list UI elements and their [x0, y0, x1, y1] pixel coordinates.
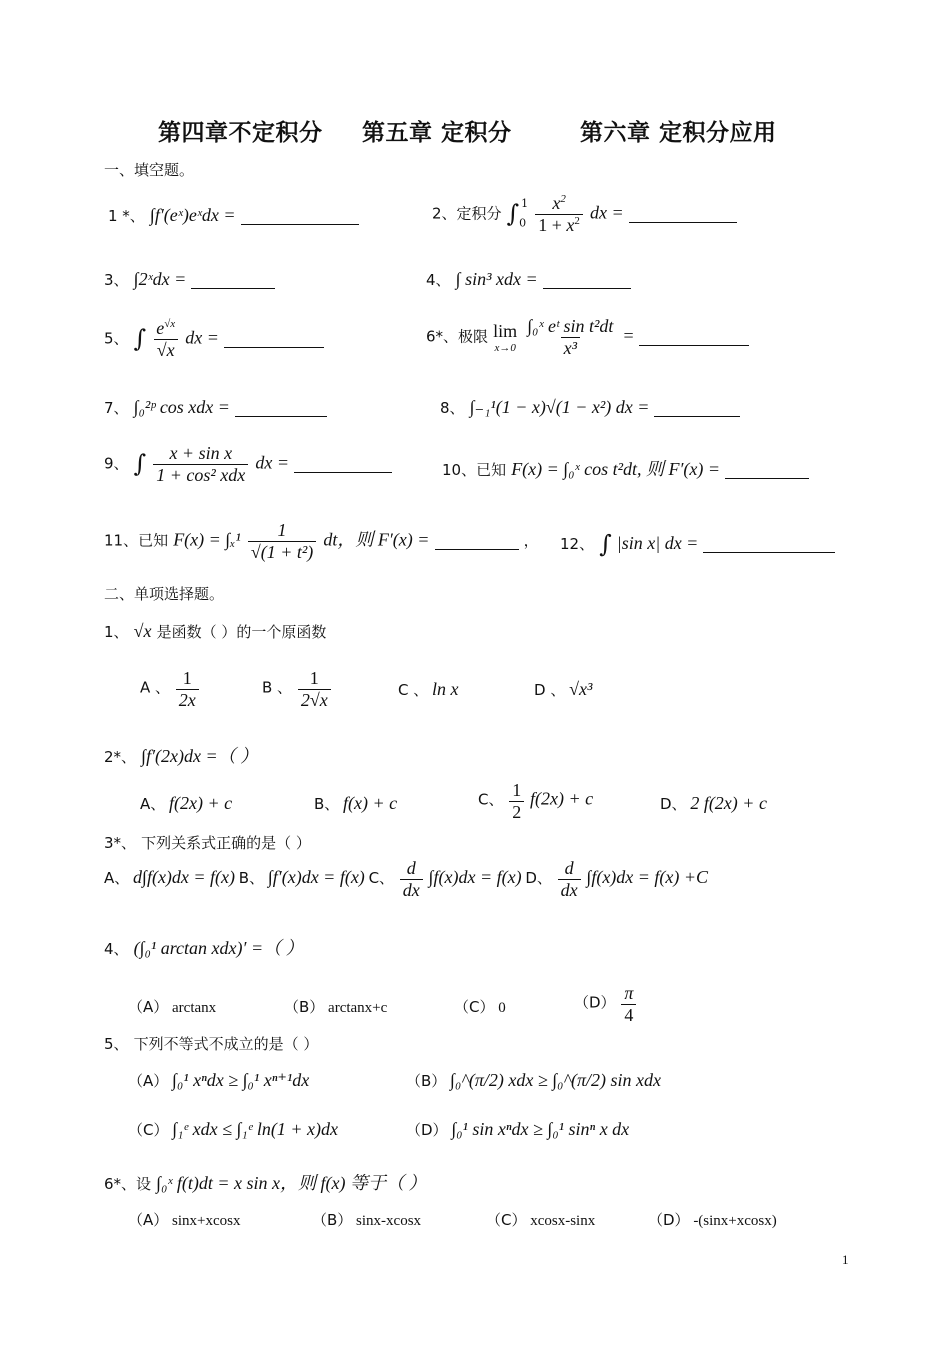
title-chapter-4: 第四章不定积分: [158, 120, 323, 146]
fraction-numerator: d: [564, 858, 574, 878]
fill-q1-answer-blank: [241, 206, 359, 225]
mc-q5-stem: [104, 1033, 318, 1054]
fill-q6-answer-blank: [639, 327, 749, 346]
mc-q6-option-c: [486, 1209, 595, 1230]
fill-q2-answer-blank: [629, 204, 737, 223]
fill-q1: [108, 205, 359, 226]
fraction-numerator: d: [406, 858, 416, 878]
section-1-heading: 一、填空题。: [104, 161, 195, 179]
option-value: f(2x) + c: [169, 793, 233, 813]
mc-q1-stem-expr: √x: [133, 621, 152, 641]
mc-q3-label: 3*、: [104, 834, 137, 852]
fill-q4-answer-blank: [543, 270, 631, 289]
fraction-denominator: x³: [561, 337, 580, 359]
option-value: √x³: [569, 679, 593, 699]
option-key: D、: [525, 868, 552, 887]
fraction-denominator: 4: [621, 1004, 636, 1026]
mc-q2-option-c: [478, 780, 593, 822]
title-chapter-6: 第六章 定积分应用: [580, 120, 777, 146]
option-fraction: [400, 858, 423, 900]
fill-q2: [432, 193, 737, 235]
fill-q11-answer-blank: [435, 531, 519, 550]
mc-q6-option-b: [312, 1209, 421, 1230]
mc-q3-option-a: [104, 866, 239, 887]
mc-q1-stem-text: 是函数（ ）的一个原函数: [156, 623, 327, 641]
option-value: f(2x) + c: [529, 788, 594, 809]
fraction-numerator: $x^2$: [552, 193, 566, 213]
option-key: C、: [478, 790, 504, 809]
option-key: B 、: [262, 678, 293, 697]
fill-q9-answer-blank: [294, 454, 392, 473]
option-value: ∫₀^(π/2) xdx ≥ ∫₀^(π/2) sin xdx: [450, 1070, 661, 1090]
fill-q4: [426, 269, 631, 290]
fill-q9-label: 9、: [104, 454, 129, 473]
option-value: ∫f′(x)dx = f(x): [267, 866, 365, 887]
fraction-denominator: 2√x: [298, 689, 331, 711]
fraction-denominator: 1 + cos² xdx: [153, 464, 248, 486]
limit-subscript: x→0: [494, 341, 516, 354]
fraction-denominator: $1 + x^2$: [535, 214, 583, 236]
fill-q11-fraction: [248, 520, 316, 562]
option-key: （B）: [284, 998, 325, 1016]
fraction-numerator: x + sin x: [169, 443, 233, 463]
mc-q3-option-d: [525, 858, 709, 900]
page-number: 1: [842, 1252, 849, 1267]
section-2-heading: 二、单项选择题。: [104, 585, 225, 603]
option-key: B、: [314, 795, 340, 813]
option-key: （D）: [574, 993, 616, 1012]
fill-q8-expr: ∫₋₁¹(1 − x)√(1 − x²) dx =: [469, 397, 650, 417]
mc-q1-option-d: [534, 679, 592, 700]
fraction-denominator: 2: [509, 801, 524, 823]
fill-q12-expr: |sin x| dx =: [616, 533, 699, 553]
option-key: D、: [660, 795, 687, 813]
fill-q2-label: 2、定积分: [432, 204, 502, 223]
fill-q6-fraction: [524, 316, 616, 358]
mc-q1-label: 1、: [104, 623, 129, 641]
fill-q7-answer-blank: [235, 398, 327, 417]
fill-q7-expr: ∫₀²ᵖ cos xdx =: [133, 397, 230, 417]
option-key: A 、: [140, 678, 171, 697]
mc-q3-stem-text: 下列关系式正确的是（ ）: [141, 834, 311, 852]
fill-q9-fraction: [153, 443, 248, 485]
integral-sign: ∫: [506, 199, 520, 228]
fill-q12: [560, 530, 835, 558]
option-fraction: [558, 858, 581, 900]
fraction-denominator: dx: [558, 879, 581, 901]
fill-q5: [104, 318, 324, 360]
integral-sign: ∫: [133, 324, 147, 353]
mc-q2-option-d: [660, 793, 767, 814]
option-key: （A）: [128, 1211, 169, 1229]
mc-q6-option-d: [648, 1209, 777, 1230]
mc-q6-label: 6*、设: [104, 1175, 152, 1193]
fill-q6-equals: =: [623, 325, 634, 346]
option-key: C 、: [398, 681, 429, 699]
mc-q6-option-a: [128, 1209, 240, 1230]
option-value: 2 f(2x) + c: [690, 793, 767, 813]
bound: 0: [519, 216, 527, 230]
mc-q5-option-a: [128, 1070, 309, 1091]
option-key: D 、: [534, 681, 566, 699]
fraction-numerator: 1: [512, 780, 522, 800]
fraction-numerator: ∫₀ˣ eᵗ sin t²dt: [527, 316, 614, 336]
option-fraction: [509, 780, 524, 822]
fill-q8-answer-blank: [654, 398, 740, 417]
title-chapter-5: 第五章 定积分: [362, 120, 512, 146]
option-key: C、: [368, 868, 395, 887]
mc-q4-stem: [104, 934, 304, 960]
option-key: B、: [238, 868, 265, 887]
option-value: sinx-xcosx: [356, 1213, 422, 1229]
fraction-denominator: √(1 + t²): [248, 541, 316, 563]
fraction-denominator: dx: [400, 879, 423, 901]
fill-q6-label: 6*、极限: [426, 327, 489, 346]
mc-q4-option-d: [574, 983, 638, 1025]
fraction-denominator: √x: [154, 339, 178, 361]
option-key: （C）: [486, 1211, 527, 1229]
option-key: （C）: [128, 1121, 169, 1139]
mc-q5-option-b: [406, 1070, 661, 1091]
option-value: -(sinx+xcosx): [693, 1213, 777, 1229]
fill-q2-fraction: [535, 193, 583, 235]
fill-q12-answer-blank: [703, 534, 835, 553]
fill-q10: [442, 455, 809, 481]
mc-q5-option-c: [128, 1119, 338, 1140]
bound: 1: [521, 196, 529, 210]
mc-q2-option-b: [314, 793, 397, 814]
mc-q2-label: 2*、: [104, 748, 137, 766]
option-value: ∫f(x)dx = f(x) +C: [586, 866, 709, 887]
fill-q5-fraction: [153, 318, 178, 360]
fraction-numerator: 1: [277, 520, 287, 540]
mc-q4-option-b: [284, 996, 387, 1017]
option-value: arctanx: [172, 1000, 217, 1016]
fill-q6-limit: [493, 321, 517, 354]
fill-q11-expr-b: dt，则 F′(x) =: [323, 529, 430, 550]
mc-q1-option-c: [398, 679, 459, 700]
fill-q4-label: 4、: [426, 271, 451, 289]
fill-q3-label: 3、: [104, 271, 129, 289]
mc-q3-stem: [104, 832, 311, 853]
option-key: （D）: [648, 1211, 690, 1229]
fill-q2-expr: dx =: [590, 202, 624, 223]
mc-q3-options: [104, 858, 708, 900]
option-key: （B）: [312, 1211, 353, 1229]
mc-q4-stem-text: (∫₀¹ arctan xdx)′ =（ ）: [133, 938, 304, 958]
fill-q7: [104, 397, 327, 418]
option-value: f(x) + c: [343, 793, 398, 813]
fill-q1-label: 1 *、: [108, 207, 145, 225]
option-value: ∫₁ᵉ xdx ≤ ∫₁ᵉ ln(1 + x)dx: [172, 1119, 339, 1139]
fill-q3-answer-blank: [191, 270, 275, 289]
fill-q3: [104, 269, 275, 290]
fill-q3-expr: ∫2ˣdx =: [133, 269, 187, 289]
mc-q2-option-a: [140, 793, 232, 814]
limit-operator: lim: [493, 320, 518, 341]
mc-q1-option-b: [262, 668, 333, 710]
option-key: （D）: [406, 1121, 448, 1139]
mc-q4-label: 4、: [104, 940, 129, 958]
option-value: ∫f(x)dx = f(x): [428, 866, 522, 887]
fill-q11-comma: ，: [523, 531, 539, 550]
option-fraction: [621, 983, 636, 1025]
fill-q7-label: 7、: [104, 399, 129, 417]
mc-q3-option-c: [368, 858, 526, 900]
fraction-numerator: 1: [309, 668, 319, 688]
option-value: ln x: [432, 679, 459, 699]
option-key: （A）: [128, 998, 169, 1016]
fill-q5-label: 5、: [104, 329, 129, 348]
option-value: ∫₀¹ xⁿdx ≥ ∫₀¹ xⁿ⁺¹dx: [172, 1070, 310, 1090]
option-value: xcosx-sinx: [530, 1213, 596, 1229]
fill-q12-label: 12、: [560, 535, 595, 553]
fraction-numerator: $e^{√x}$: [156, 318, 176, 338]
fill-q11: [104, 520, 539, 562]
fill-q5-answer-blank: [224, 329, 324, 348]
option-key: A、: [104, 868, 130, 887]
option-value: ∫₀¹ sin xⁿdx ≥ ∫₀¹ sinⁿ x dx: [451, 1119, 630, 1139]
fill-q10-expr: F(x) = ∫₀ˣ cos t²dt, 则 F′(x) =: [511, 459, 721, 479]
integral-sign: ∫: [133, 449, 147, 478]
fill-q9-tail: dx =: [255, 452, 289, 473]
option-key: A、: [140, 795, 166, 813]
fill-q4-expr: ∫ sin³ xdx =: [455, 269, 538, 289]
fraction-numerator: 1: [182, 668, 192, 688]
mc-q4-option-c: [454, 996, 506, 1017]
mc-q2-stem: [104, 742, 258, 768]
mc-q1-option-a: [140, 668, 201, 710]
option-value: 0: [498, 1000, 506, 1016]
option-fraction: [298, 668, 331, 710]
mc-q4-option-a: [128, 996, 216, 1017]
mc-q2-stem-text: ∫f′(2x)dx =（ ）: [141, 746, 259, 766]
fill-q6: [426, 316, 749, 358]
mc-q6-stem-text: ∫₀ˣ f(t)dt = x sin x，则 f(x) 等于（ ）: [156, 1173, 427, 1193]
fraction-denominator: 2x: [176, 689, 199, 711]
fill-q8: [440, 397, 740, 418]
option-key: （A）: [128, 1072, 169, 1090]
fill-q9: [104, 443, 392, 485]
fill-q10-label: 10、已知: [442, 461, 507, 479]
fill-q8-label: 8、: [440, 399, 465, 417]
mc-q5-label: 5、: [104, 1035, 129, 1053]
option-value: arctanx+c: [328, 1000, 388, 1016]
mc-q6-stem: [104, 1169, 427, 1195]
integral-sign: ∫: [599, 530, 612, 558]
option-fraction: [176, 668, 199, 710]
mc-q1-stem: [104, 621, 326, 642]
option-value: sinx+xcosx: [172, 1213, 241, 1229]
fill-q11-expr-a: F(x) = ∫ₓ¹: [173, 529, 241, 550]
option-key: （C）: [454, 998, 495, 1016]
fill-q11-label: 11、已知: [104, 531, 169, 550]
mc-q5-option-d: [406, 1119, 629, 1140]
option-key: （B）: [406, 1072, 447, 1090]
fill-q5-expr: dx =: [185, 327, 219, 348]
mc-q3-option-b: [238, 866, 369, 887]
fraction-numerator: π: [624, 983, 634, 1003]
fill-q1-expr: ∫f′(eˣ)eˣdx =: [149, 205, 236, 225]
option-value: d∫f(x)dx = f(x): [133, 866, 236, 887]
fill-q10-answer-blank: [725, 460, 809, 479]
mc-q5-stem-text: 下列不等式不成立的是（ ）: [133, 1035, 319, 1053]
